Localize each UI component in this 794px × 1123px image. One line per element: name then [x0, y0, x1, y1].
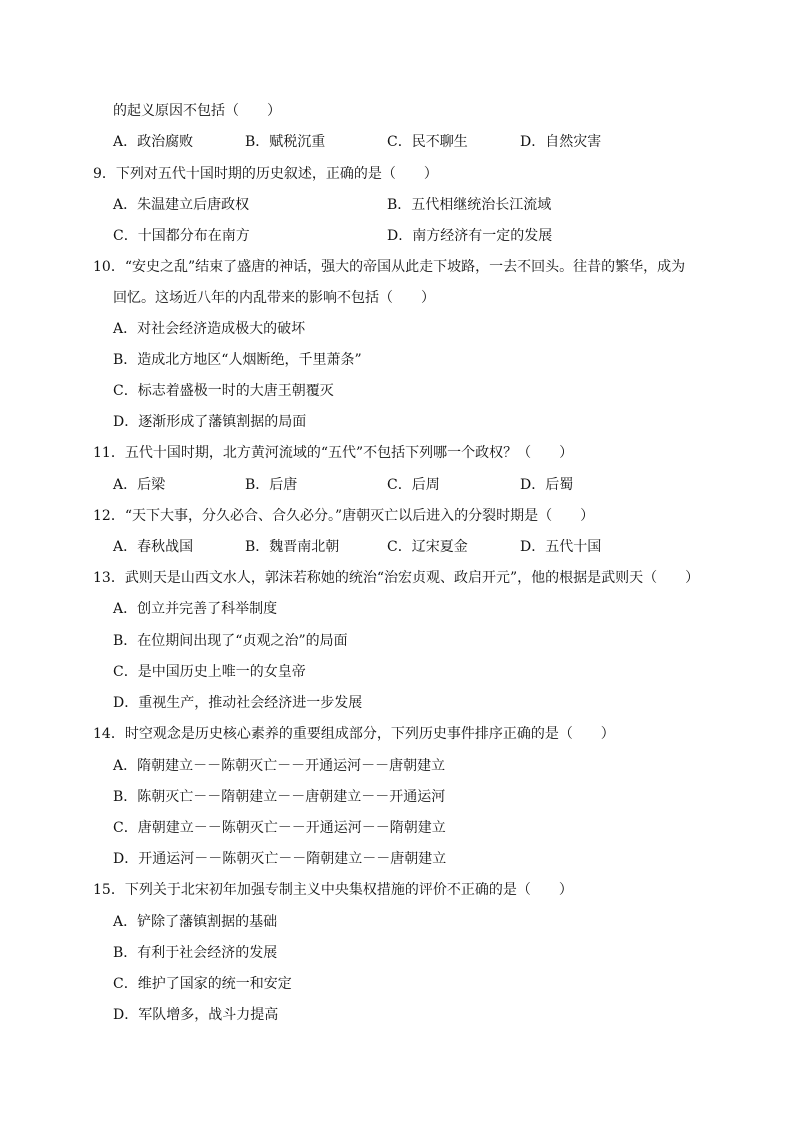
q14-option-d: D．开通运河－－陈朝灭亡－－隋朝建立－－唐朝建立	[113, 851, 447, 867]
q12-option-d: D．五代十国	[520, 539, 602, 555]
q12-option-b: B．魏晋南北朝	[245, 539, 340, 555]
q11-option-a: A．后梁	[113, 477, 166, 493]
q15-option-d: D．军队增多，战斗力提高	[113, 1007, 279, 1023]
q10-option-c: C．标志着盛极一时的大唐王朝覆灭	[113, 383, 334, 399]
q10-option-a: A．对社会经济造成极大的破坏	[113, 321, 306, 337]
q8-option-a: A．政治腐败	[113, 134, 194, 150]
q10-stem-continuation: 回忆。这场近八年的内乱带来的影响不包括（ ）	[113, 290, 435, 306]
q9-option-c: C．十国都分布在南方	[113, 228, 250, 244]
q9-option-d: D．南方经济有一定的发展	[387, 228, 553, 244]
q9-stem: 9．下列对五代十国时期的历史叙述，正确的是（ ）	[93, 166, 438, 182]
q8-stem-continuation: 的起义原因不包括（ ）	[113, 103, 281, 119]
q13-option-c: C．是中国历史上唯一的女皇帝	[113, 664, 306, 680]
q15-option-b: B．有利于社会经济的发展	[113, 945, 278, 961]
q14-option-b: B．陈朝灭亡－－隋朝建立－－唐朝建立－－开通运河	[113, 789, 446, 805]
q11-stem: 11．五代十国时期，北方黄河流域的“五代”不包括下列哪一个政权？（ ）	[93, 445, 574, 461]
q14-option-a: A．隋朝建立－－陈朝灭亡－－开通运河－－唐朝建立	[113, 758, 446, 774]
q10-stem: 10．“安史之乱”结束了盛唐的神话，强大的帝国从此走下坡路，一去不回头。往昔的繁华，成为	[93, 259, 686, 275]
q12-option-a: A．春秋战国	[113, 539, 194, 555]
q11-option-c: C．后周	[387, 477, 440, 493]
q8-option-c: C．民不聊生	[387, 134, 468, 150]
q13-stem: 13．武则天是山西文水人，郭沫若称她的统治“治宏贞观、政启开元”，他的根据是武则天（ ）	[93, 570, 700, 586]
q8-option-d: D．自然灾害	[520, 134, 602, 150]
q14-stem: 14．时空观念是历史核心素养的重要组成部分，下列历史事件排序正确的是（ ）	[93, 726, 615, 742]
q15-stem: 15．下列关于北宋初年加强专制主义中央集权措施的评价不正确的是（ ）	[93, 882, 573, 898]
q15-option-a: A．铲除了藩镇割据的基础	[113, 914, 278, 930]
q12-option-c: C．辽宋夏金	[387, 539, 468, 555]
q11-option-d: D．后蜀	[520, 477, 574, 493]
q13-option-b: B．在位期间出现了“贞观之治”的局面	[113, 633, 348, 649]
q8-option-b: B．赋税沉重	[245, 134, 326, 150]
q14-option-c: C．唐朝建立－－陈朝灭亡－－开通运河－－隋朝建立	[113, 820, 446, 836]
q13-option-a: A．创立并完善了科举制度	[113, 601, 278, 617]
q10-option-d: D．逐渐形成了藩镇割据的局面	[113, 414, 307, 430]
q13-option-d: D．重视生产，推动社会经济进一步发展	[113, 695, 363, 711]
q12-stem: 12．“天下大事，分久必合、合久必分。”唐朝灭亡以后进入的分裂时期是（ ）	[93, 508, 595, 524]
q9-option-b: B．五代相继统治长江流域	[387, 197, 552, 213]
q15-option-c: C．维护了国家的统一和安定	[113, 976, 292, 992]
q10-option-b: B．造成北方地区“人烟断绝，千里萧条”	[113, 352, 362, 368]
q11-option-b: B．后唐	[245, 477, 298, 493]
q9-option-a: A．朱温建立后唐政权	[113, 197, 250, 213]
